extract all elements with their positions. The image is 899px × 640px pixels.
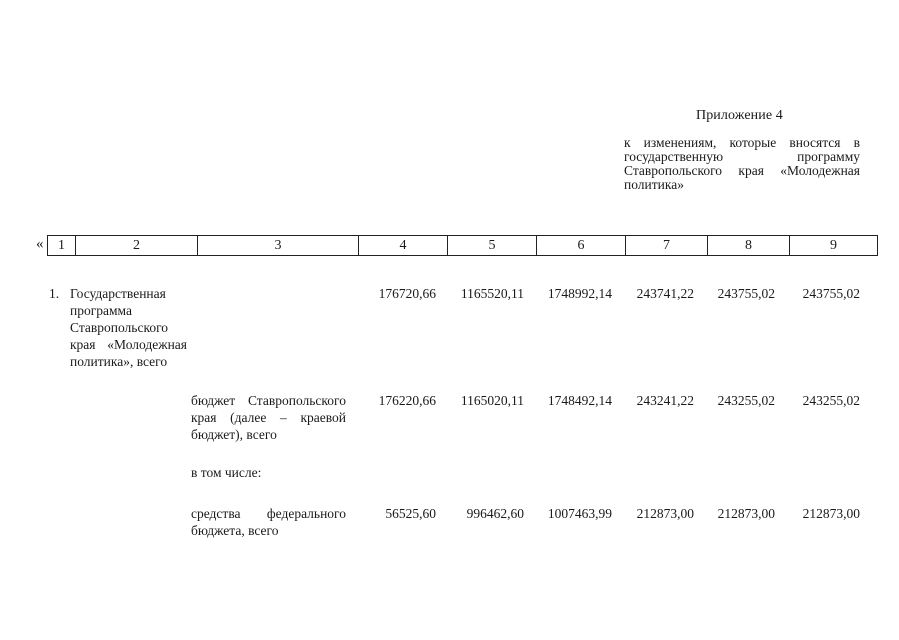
value-col-7: 243241,22 bbox=[636, 393, 694, 408]
header-col-1: 1 bbox=[48, 236, 76, 256]
header-col-4: 4 bbox=[359, 236, 448, 256]
value-col-6: 1748492,14 bbox=[547, 393, 612, 408]
column-number-header bbox=[47, 235, 878, 256]
value-col-9: 212873,00 bbox=[802, 506, 860, 521]
header-col-9: 9 bbox=[790, 236, 878, 256]
value-col-6: 1007463,99 bbox=[547, 506, 612, 521]
value-col-5: 1165520,11 bbox=[460, 286, 524, 301]
header-col-7: 7 bbox=[626, 236, 708, 256]
header-col-8: 8 bbox=[708, 236, 790, 256]
value-col-7: 243741,22 bbox=[636, 286, 694, 301]
header-col-3: 3 bbox=[198, 236, 359, 256]
funding-source: в том числе: bbox=[191, 465, 262, 480]
value-col-8: 212873,00 bbox=[717, 506, 775, 521]
value-col-8: 243755,02 bbox=[717, 286, 775, 301]
header-col-5: 5 bbox=[448, 236, 537, 256]
appendix-title: Приложение 4 bbox=[696, 108, 783, 123]
value-col-6: 1748992,14 bbox=[547, 286, 612, 301]
value-col-7: 212873,00 bbox=[636, 506, 694, 521]
value-col-8: 243255,02 bbox=[717, 393, 775, 408]
value-col-4: 176720,66 bbox=[378, 286, 436, 301]
header-col-2: 2 bbox=[76, 236, 198, 256]
header-col-6: 6 bbox=[537, 236, 626, 256]
row-number: 1. bbox=[49, 286, 60, 301]
program-name: Государственная программа Ставропольского края «Молодежная политика», всего bbox=[70, 286, 187, 369]
value-col-4: 176220,66 bbox=[378, 393, 436, 408]
value-col-9: 243255,02 bbox=[802, 393, 860, 408]
opening-quote-mark: « bbox=[36, 236, 44, 252]
funding-source: бюджет Ставропольского края (далее – краевой бюджет), всего bbox=[191, 393, 346, 442]
value-col-9: 243755,02 bbox=[802, 286, 860, 301]
funding-source: средства федерального бюджета, всего bbox=[191, 506, 346, 538]
value-col-5: 1165020,11 bbox=[460, 393, 524, 408]
value-col-5: 996462,60 bbox=[466, 506, 524, 521]
value-col-4: 56525,60 bbox=[385, 506, 436, 521]
header-row bbox=[48, 236, 878, 256]
appendix-note: к изменениям, которые вносятся в государственную программу Ставропольского края «Молодежная политика» bbox=[624, 135, 860, 192]
